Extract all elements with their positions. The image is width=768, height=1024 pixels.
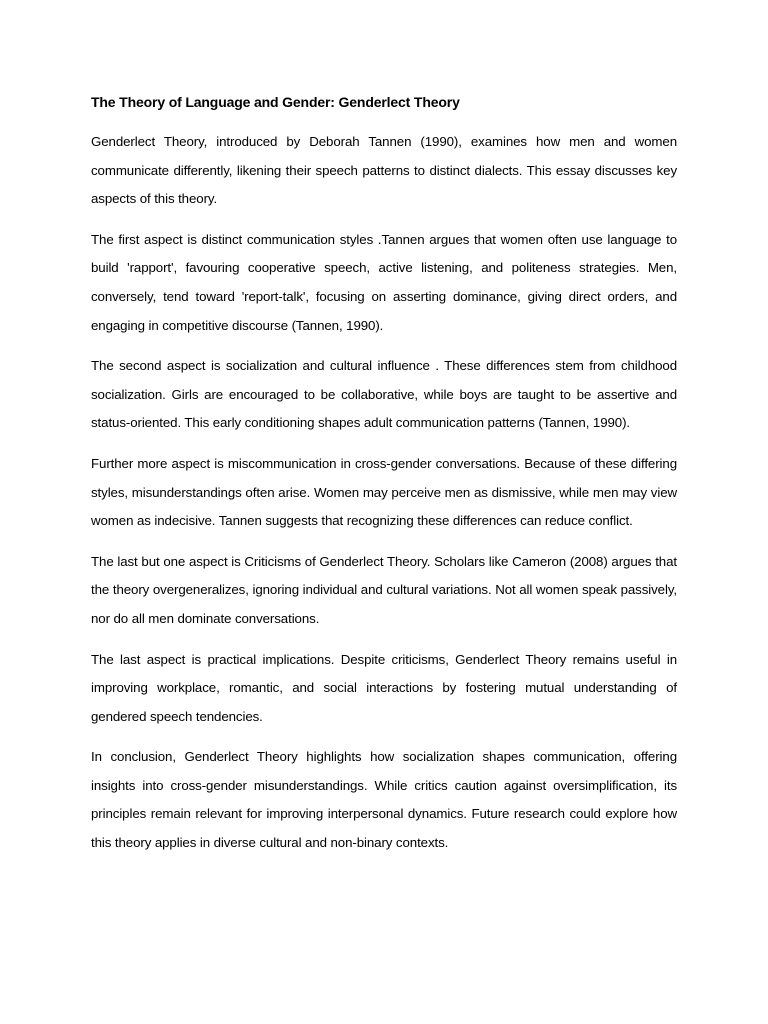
- paragraph-miscommunication: Further more aspect is miscommunication in cross-gender conversations. Because of these differing styles, misunderstandings often arise. Women may perceive men as dismissive, while men may view women as indecisive. Tannen suggests that recognizing these differences can reduce conflict.: [91, 455, 677, 529]
- paragraph-introduction: Genderlect Theory, introduced by Deborah Tannen (1990), examines how men and women communicate differently, likening their speech patterns to distinct dialects. This essay discusses key aspects of this theory.: [91, 134, 677, 207]
- paragraph-communication-styles: The first aspect is distinct communication styles .Tannen argues that women often use language to build 'rapport', favouring cooperative speech, active listening, and politeness strategies. Men, conversely, tend toward 'report-talk', focusing on asserting dominance, giving direct orders, and engaging in competitive discourse (Tannen, 1990).: [91, 231, 677, 333]
- paragraph-socialization: The second aspect is socialization and cultural influence . These differences stem from childhood socialization. Girls are encouraged to be collaborative, while boys are taught to be assertive and status-oriented. This early conditioning shapes adult communication patterns (Tannen, 1990).: [91, 358, 677, 431]
- paragraph-conclusion: In conclusion, Genderlect Theory highlights how socialization shapes communication, offering insights into cross-gender misunderstandings. While critics caution against oversimplification, its principles remain relevant for improving interpersonal dynamics. Future research could explore how this theory applies in diverse cultural and non-binary contexts.: [91, 749, 677, 851]
- document-page: [91, 88, 677, 870]
- document-title: The Theory of Language and Gender: Genderlect Theory: [91, 94, 460, 110]
- paragraph-criticisms: The last but one aspect is Criticisms of Genderlect Theory. Scholars like Cameron (2008) argues that the theory overgeneralizes, ignoring individual and cultural variations. Not all women speak passively, nor do all men dominate conversations.: [91, 553, 677, 626]
- paragraph-practical-implications: The last aspect is practical implications. Despite criticisms, Genderlect Theory remains useful in improving workplace, romantic, and social interactions by fostering mutual understanding of gendered speech tendencies.: [91, 651, 677, 724]
